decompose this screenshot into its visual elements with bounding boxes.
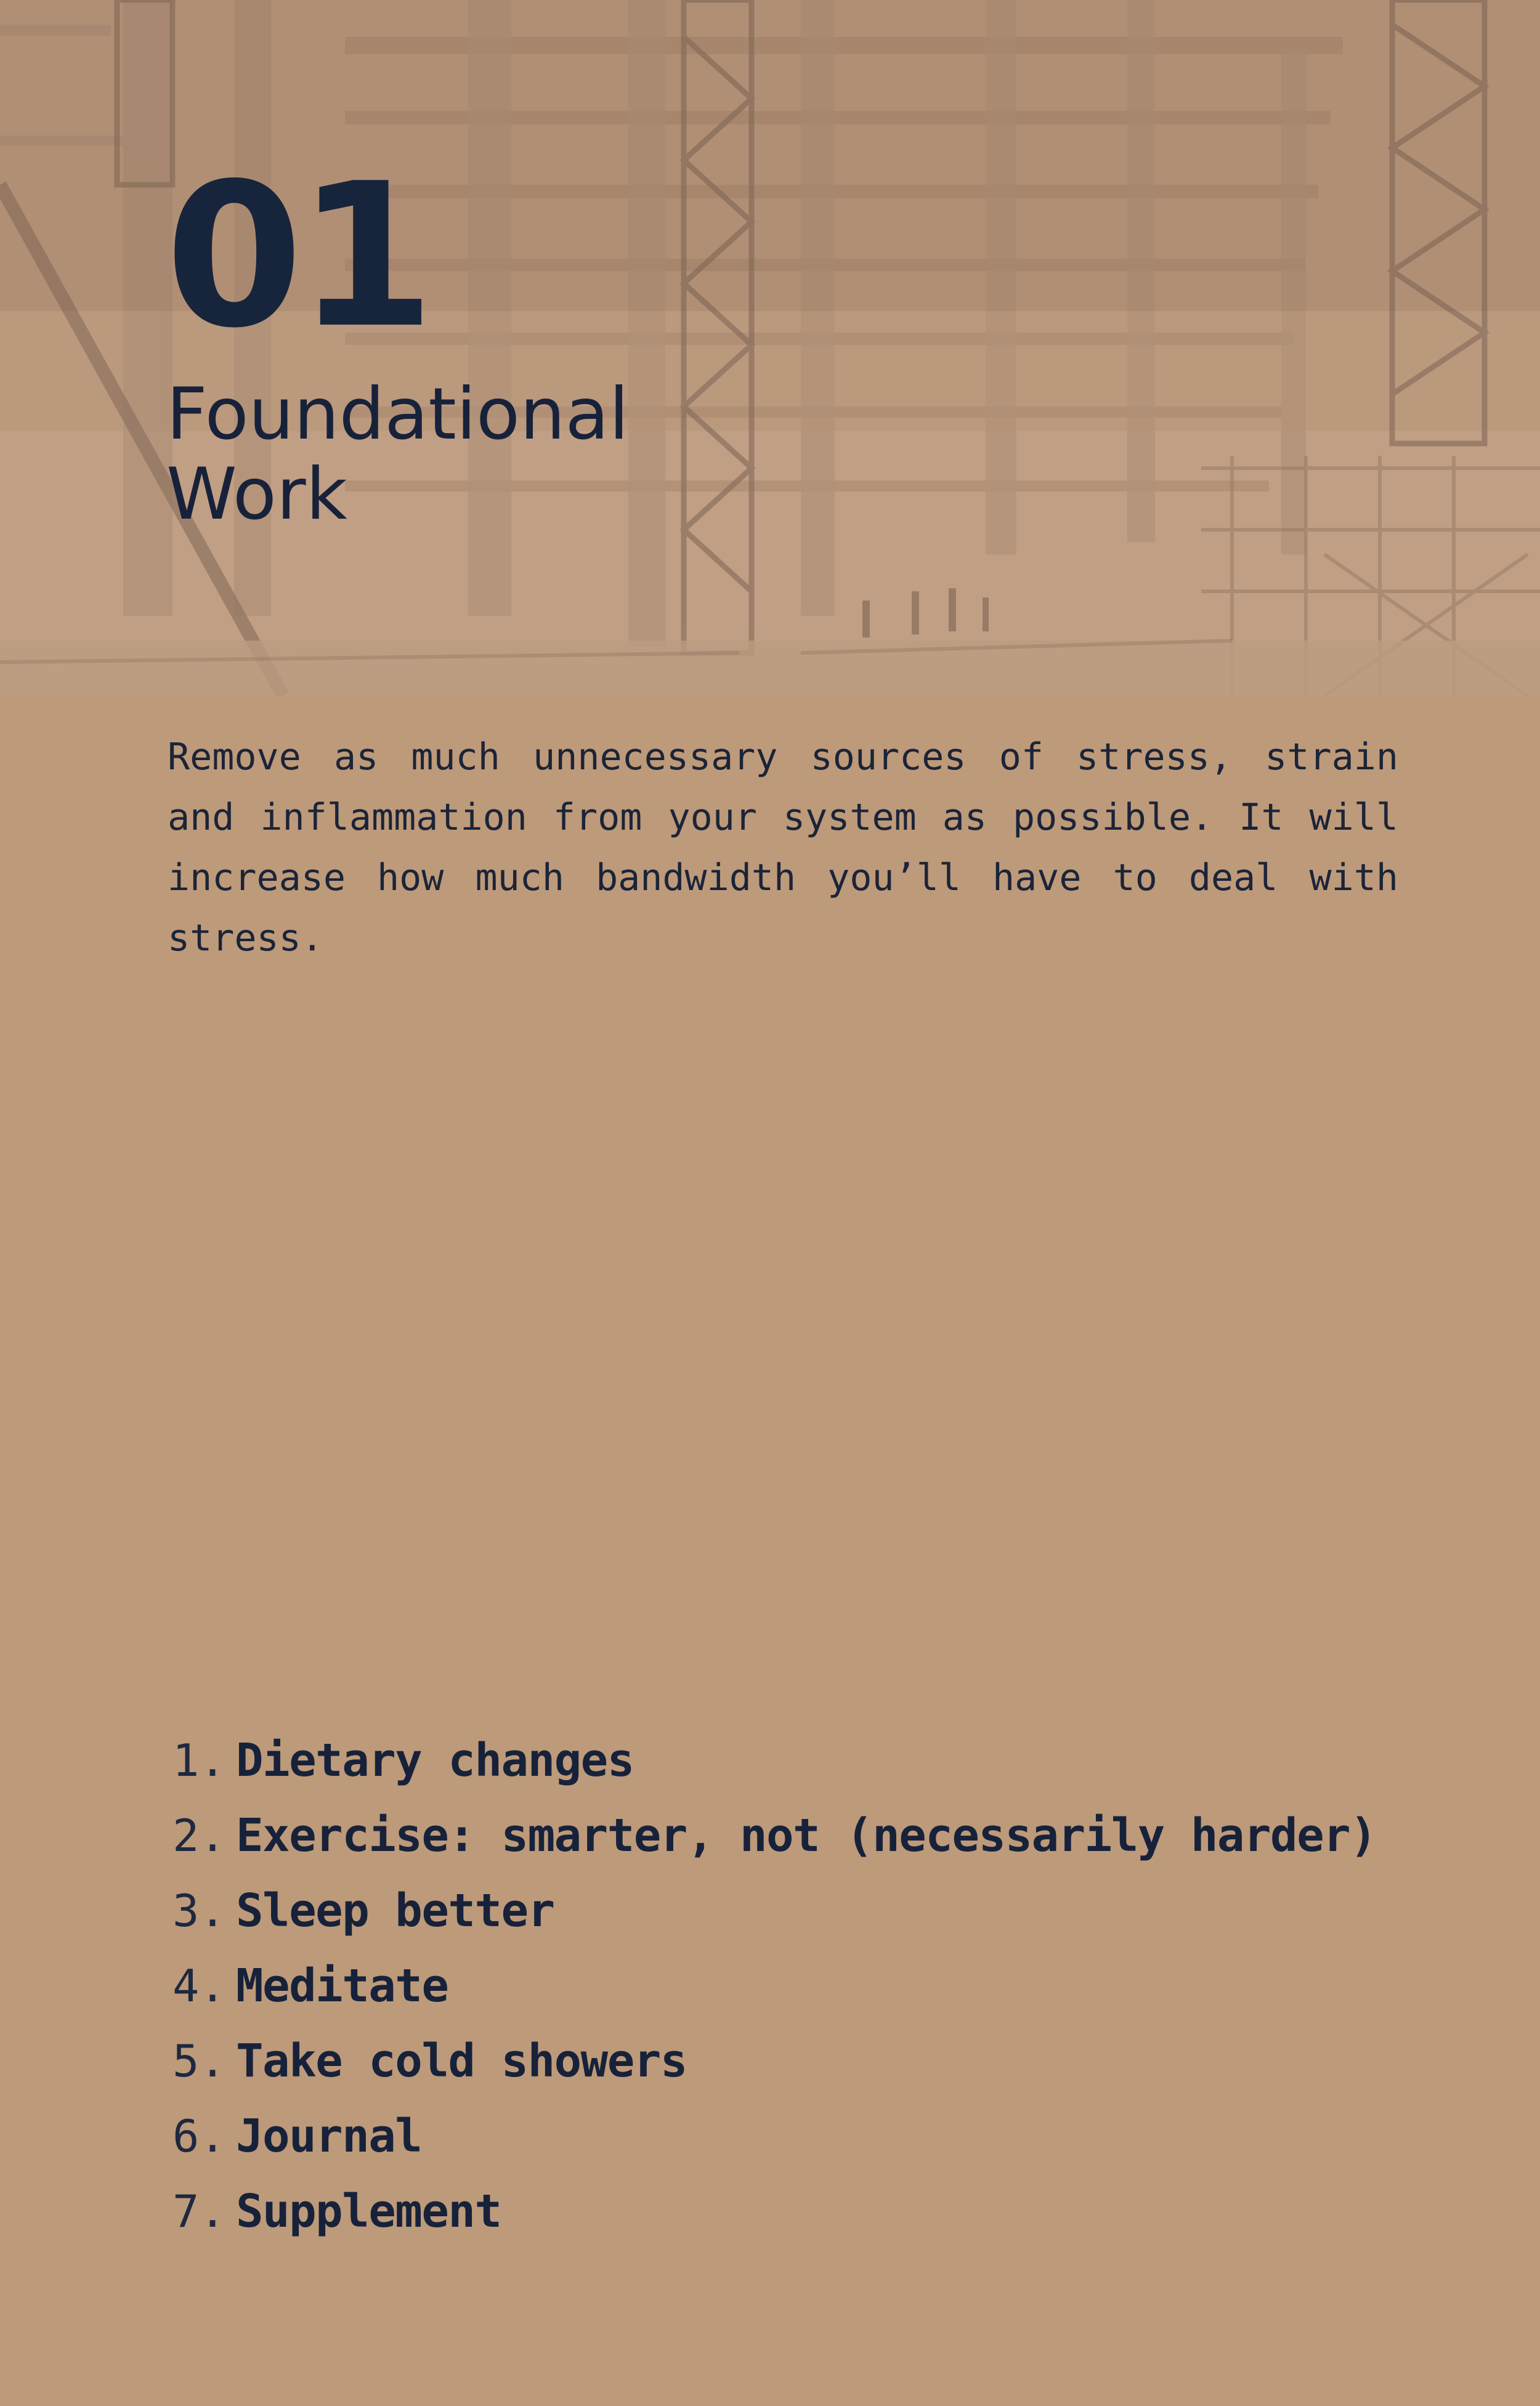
intro-paragraph: Remove as much unnecessary sources of stress, strain and inflammation from your system as possible. It will increase how much bandwidth you’ll have to deal with stress. xyxy=(168,735,1398,960)
list-item xyxy=(172,1734,1528,1809)
list-item xyxy=(172,2185,1528,2260)
list-item-label: Supplement xyxy=(236,2185,501,2238)
list-item-number: 7. xyxy=(172,2185,226,2237)
list-item-number: 3. xyxy=(172,1885,226,1937)
hero-construction-photo xyxy=(0,0,1540,696)
list-item xyxy=(172,1959,1528,2035)
list-item xyxy=(172,2110,1528,2185)
list-item-number: 4. xyxy=(172,1960,226,2012)
list-item-label: Journal xyxy=(236,2110,422,2163)
list-item xyxy=(172,2035,1528,2110)
steps-list xyxy=(172,1734,1528,2260)
list-item-number: 5. xyxy=(172,2035,226,2087)
list-item-label: Take cold showers xyxy=(236,2035,687,2088)
list-item-number: 2. xyxy=(172,1810,226,1861)
section-title xyxy=(166,375,629,535)
list-item xyxy=(172,1884,1528,1959)
list-item xyxy=(172,1809,1528,1884)
list-item-label: Meditate xyxy=(236,1959,448,2012)
section-title-line-2: Work xyxy=(166,453,347,536)
list-item-label: Sleep better xyxy=(236,1884,554,1937)
section-number: 01 xyxy=(165,140,429,371)
list-item-label: Exercise: smarter, not (necessarily harder) xyxy=(236,1809,1377,1862)
list-item-number: 1. xyxy=(172,1735,226,1786)
list-item-label: Dietary changes xyxy=(236,1734,634,1787)
list-item-number: 6. xyxy=(172,2110,226,2162)
section-title-line-1: Foundational xyxy=(166,373,629,456)
